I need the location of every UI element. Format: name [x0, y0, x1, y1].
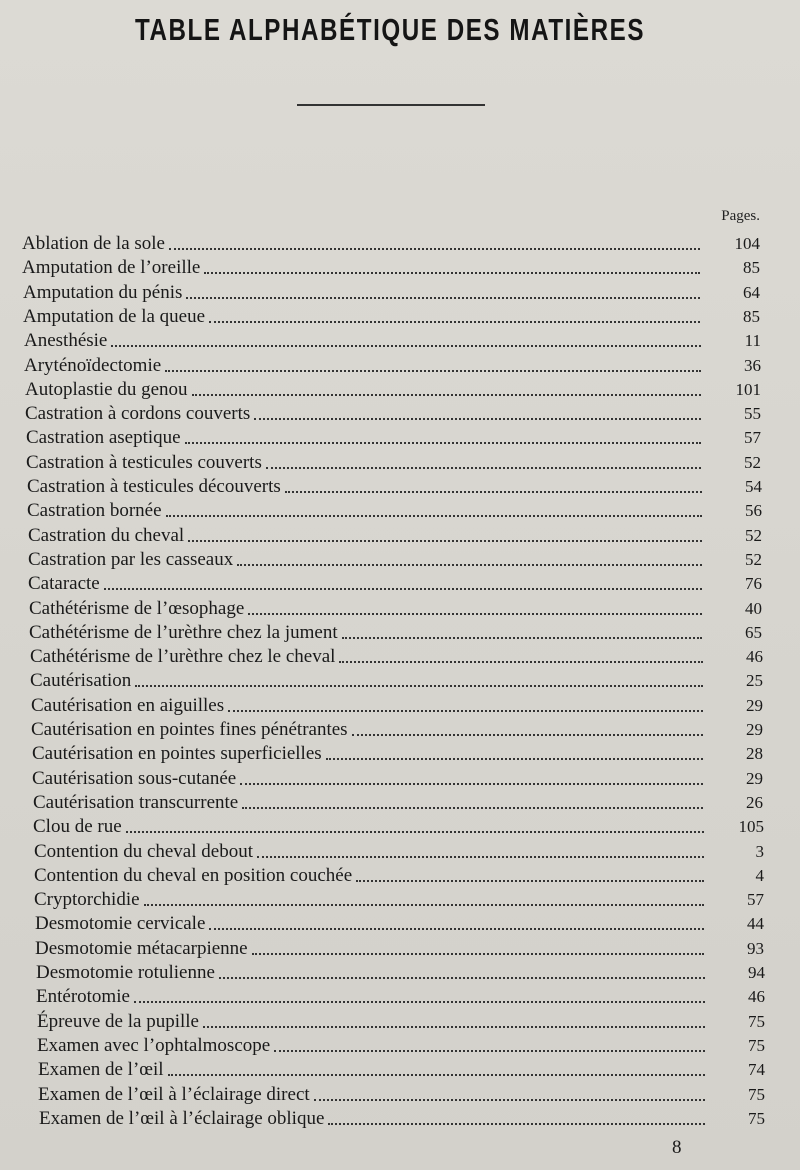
index-entry	[35, 911, 764, 935]
entry-page: 25	[746, 671, 763, 690]
title-rule	[297, 104, 485, 106]
dot-leader	[285, 490, 702, 493]
index-entry	[24, 353, 761, 377]
entry-label: Cathétérisme de l’urèthre chez la jument	[29, 622, 338, 643]
index-entry	[22, 231, 760, 255]
entry-label: Castration à cordons couverts	[25, 403, 251, 424]
index-entry	[34, 839, 764, 863]
dot-leader	[192, 393, 701, 396]
entry-label: Examen de l’œil	[38, 1059, 164, 1080]
index-entry	[38, 1057, 765, 1081]
index-entry	[37, 1033, 765, 1057]
dot-leader	[169, 247, 700, 250]
entry-label: Cautérisation	[30, 670, 132, 691]
index-entry	[28, 571, 762, 595]
entry-label: Autoplastie du genou	[25, 379, 188, 400]
index-entry	[38, 1082, 765, 1106]
dot-leader	[209, 927, 704, 930]
dot-leader	[339, 660, 703, 663]
entry-label: Castration à testicules couverts	[26, 452, 262, 473]
dot-leader	[219, 976, 705, 979]
entry-page: 29	[746, 696, 763, 715]
dot-leader	[126, 830, 704, 833]
entry-page: 85	[743, 307, 760, 326]
dot-leader	[144, 903, 704, 906]
entry-label: Contention du cheval en position couchée	[34, 865, 353, 886]
dot-leader	[104, 587, 702, 590]
entry-page: 46	[746, 647, 763, 666]
index-entry	[28, 547, 762, 571]
entry-label: Clou de rue	[33, 816, 122, 837]
entry-page: 64	[743, 283, 760, 302]
dot-leader	[326, 757, 703, 760]
dot-leader	[111, 344, 701, 347]
index-entry	[23, 280, 760, 304]
index-entry	[28, 523, 762, 547]
entry-page: 101	[735, 380, 761, 399]
entry-label: Cautérisation en pointes fines pénétrantes	[31, 719, 348, 740]
dot-leader	[328, 1122, 705, 1125]
entry-page: 52	[745, 526, 762, 545]
index-entry	[26, 450, 761, 474]
index-entry	[31, 717, 763, 741]
entry-label: Castration aseptique	[26, 427, 181, 448]
entry-page: 36	[744, 356, 761, 375]
entry-page: 11	[744, 331, 761, 350]
entry-page: 46	[748, 987, 765, 1006]
page-number: 8	[672, 1137, 682, 1158]
entry-label: Cathétérisme de l’œsophage	[29, 598, 245, 619]
entry-page: 75	[748, 1012, 765, 1031]
entry-page: 57	[747, 890, 764, 909]
entry-page: 85	[743, 258, 760, 277]
index-entry	[36, 984, 765, 1008]
entry-label: Anesthésie	[24, 330, 108, 351]
entry-label: Cataracte	[28, 573, 100, 594]
entry-label: Castration par les casseaux	[28, 549, 234, 570]
index-entry	[34, 863, 764, 887]
dot-leader	[134, 1000, 705, 1003]
entry-label: Castration bornée	[27, 500, 162, 521]
dot-leader	[252, 952, 704, 955]
entry-page: 74	[748, 1060, 765, 1079]
entry-page: 65	[745, 623, 762, 642]
dot-leader	[237, 563, 702, 566]
index-entry	[31, 693, 763, 717]
dot-leader	[228, 709, 703, 712]
entry-page: 104	[734, 234, 760, 253]
entry-label: Aryténoïdectomie	[24, 355, 162, 376]
entry-page: 29	[746, 720, 763, 739]
entry-page: 44	[747, 914, 764, 933]
index-entry	[27, 474, 762, 498]
dot-leader	[168, 1073, 705, 1076]
index-entry	[39, 1106, 765, 1130]
index-entry	[25, 401, 761, 425]
entry-label: Castration du cheval	[28, 525, 185, 546]
entry-label: Entérotomie	[36, 986, 130, 1007]
entry-page: 57	[744, 428, 761, 447]
dot-leader	[352, 733, 703, 736]
entry-page: 55	[744, 404, 761, 423]
entry-page: 52	[745, 550, 762, 569]
entry-page: 75	[748, 1085, 765, 1104]
entry-label: Cautérisation en pointes superficielles	[32, 743, 322, 764]
entry-label: Desmotomie rotulienne	[36, 962, 215, 983]
entry-label: Examen de l’œil à l’éclairage oblique	[39, 1108, 325, 1129]
index-entry	[32, 766, 763, 790]
entry-label: Amputation du pénis	[23, 282, 183, 303]
dot-leader	[185, 441, 701, 444]
dot-leader	[165, 369, 701, 372]
index-entry	[34, 887, 764, 911]
dot-leader	[342, 636, 702, 639]
entry-page: 29	[746, 769, 763, 788]
dot-leader	[188, 539, 702, 542]
entry-label: Examen avec l’ophtalmoscope	[37, 1035, 271, 1056]
entry-page: 94	[748, 963, 765, 982]
pages-column-header: Pages.	[721, 208, 760, 224]
index-entry	[25, 377, 761, 401]
index-entry	[22, 255, 760, 279]
entry-page: 52	[744, 453, 761, 472]
dot-leader	[204, 271, 700, 274]
dot-leader	[240, 782, 703, 785]
index-entry	[26, 425, 761, 449]
dot-leader	[356, 879, 704, 882]
entry-label: Examen de l’œil à l’éclairage direct	[38, 1084, 310, 1105]
entry-page: 93	[747, 939, 764, 958]
entry-label: Desmotomie métacarpienne	[35, 938, 248, 959]
entry-page: 40	[745, 599, 762, 618]
entry-page: 75	[748, 1036, 765, 1055]
entry-page: 56	[745, 501, 762, 520]
index-entry	[27, 498, 762, 522]
index-entry	[30, 668, 763, 692]
dot-leader	[314, 1098, 705, 1101]
entry-label: Cryptorchidie	[34, 889, 140, 910]
index-entry	[23, 304, 760, 328]
entry-page: 3	[755, 842, 764, 861]
entry-page: 105	[738, 817, 764, 836]
index-entry	[29, 596, 762, 620]
entry-label: Cautérisation transcurrente	[33, 792, 239, 813]
dot-leader	[274, 1049, 705, 1052]
entry-label: Ablation de la sole	[22, 233, 165, 254]
dot-leader	[186, 296, 700, 299]
page-title: TABLE ALPHABÉTIQUE DES MATIÈRES	[134, 12, 646, 47]
index-entry	[37, 1009, 765, 1033]
index-entry	[33, 790, 763, 814]
dot-leader	[209, 320, 700, 323]
entry-page: 75	[748, 1109, 765, 1128]
entry-label: Épreuve de la pupille	[37, 1011, 199, 1032]
dot-leader	[166, 514, 702, 517]
dot-leader	[266, 466, 701, 469]
dot-leader	[257, 855, 704, 858]
entry-label: Cautérisation sous-cutanée	[32, 768, 237, 789]
index-entry	[29, 620, 762, 644]
index-entry	[32, 741, 763, 765]
dot-leader	[254, 417, 701, 420]
index-entry	[36, 960, 765, 984]
entry-label: Amputation de la queue	[23, 306, 206, 327]
entry-label: Cathétérisme de l’urèthre chez le cheval	[30, 646, 336, 667]
entry-page: 26	[746, 793, 763, 812]
entry-page: 54	[745, 477, 762, 496]
entry-page: 28	[746, 744, 763, 763]
index-entry	[30, 644, 763, 668]
dot-leader	[242, 806, 703, 809]
dot-leader	[248, 612, 702, 615]
dot-leader	[203, 1025, 705, 1028]
entry-label: Castration à testicules découverts	[27, 476, 281, 497]
dot-leader	[135, 684, 703, 687]
index-entry	[33, 814, 764, 838]
entry-label: Contention du cheval debout	[34, 841, 253, 862]
entry-page: 76	[745, 574, 762, 593]
entry-page: 4	[755, 866, 764, 885]
entry-label: Amputation de l’oreille	[22, 257, 201, 278]
index-entry	[24, 328, 761, 352]
entry-label: Desmotomie cervicale	[35, 913, 206, 934]
index-entry	[35, 936, 764, 960]
entry-label: Cautérisation en aiguilles	[31, 695, 225, 716]
